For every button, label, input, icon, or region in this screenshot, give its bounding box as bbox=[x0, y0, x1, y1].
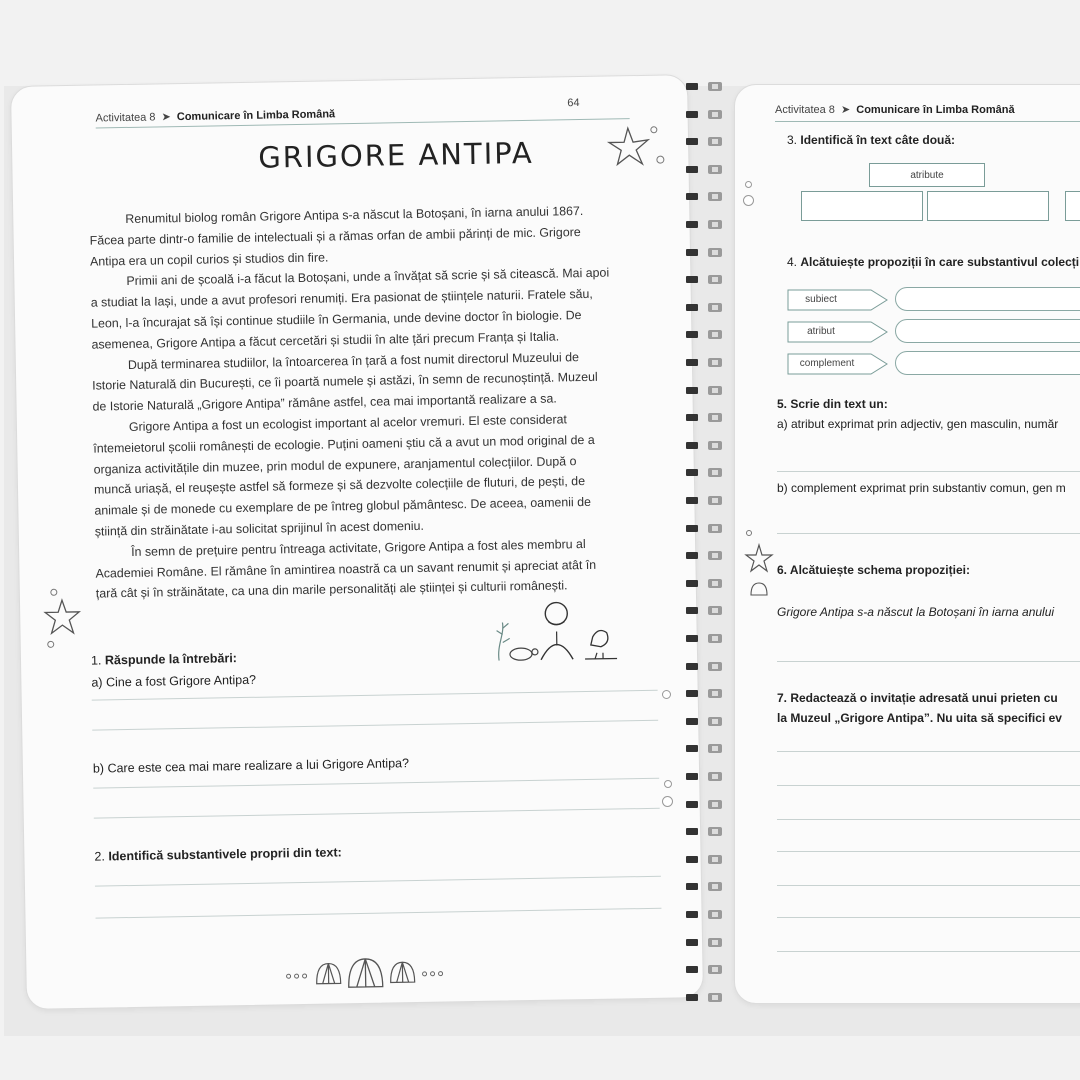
answer-pill[interactable] bbox=[895, 287, 1080, 311]
answer-line[interactable] bbox=[777, 917, 1080, 918]
header-arrow-icon: ➤ bbox=[840, 104, 851, 116]
spiral-ring bbox=[684, 411, 726, 425]
answer-line[interactable] bbox=[94, 808, 660, 819]
punch-hole bbox=[743, 195, 754, 206]
spiral-ring bbox=[684, 742, 726, 756]
answer-box[interactable] bbox=[801, 191, 923, 221]
question-2 bbox=[94, 845, 342, 863]
answer-box[interactable] bbox=[927, 191, 1049, 221]
answer-line[interactable] bbox=[777, 471, 1080, 472]
question-number: 4. bbox=[787, 255, 798, 269]
question-7-line2: la Muzeul „Grigore Antipa”. Nu uita să specifici ev bbox=[777, 711, 1062, 725]
spiral-ring bbox=[684, 798, 726, 812]
spiral-ring bbox=[684, 135, 726, 149]
answer-line[interactable] bbox=[777, 885, 1080, 886]
spiral-ring bbox=[684, 218, 726, 232]
paragraph: În semn de prețuire pentru întreaga activitate, Grigore Antipa a fost ales membru al Academiei Române. El rămâne în amintirea noastră ca un savant renumit și apreciat atât în țară cât și în străinătate, ca una din marile personalități ale științei și culturii românești. bbox=[95, 536, 597, 601]
answer-line[interactable] bbox=[777, 785, 1080, 786]
answer-line[interactable] bbox=[777, 951, 1080, 952]
question-3 bbox=[787, 133, 955, 147]
spiral-ring bbox=[684, 715, 726, 729]
article-text bbox=[89, 201, 616, 605]
spiral-ring bbox=[684, 991, 726, 1005]
tag-label: atribut bbox=[807, 326, 835, 337]
answer-line[interactable] bbox=[95, 876, 661, 887]
answer-line[interactable] bbox=[92, 720, 658, 731]
seashell-icon bbox=[282, 951, 453, 994]
answer-box[interactable] bbox=[1065, 191, 1080, 221]
answer-pill[interactable] bbox=[895, 351, 1080, 375]
right-page bbox=[734, 84, 1080, 1004]
spiral-ring bbox=[684, 936, 726, 950]
question-title: Răspunde la întrebări: bbox=[104, 651, 238, 668]
question-title: Identifică substantivele proprii din text: bbox=[108, 845, 342, 864]
question-number: 1. bbox=[90, 653, 102, 668]
question-5a: a) atribut exprimat prin adjectiv, gen masculin, număr bbox=[777, 417, 1059, 431]
header-arrow-icon: ➤ bbox=[161, 111, 171, 124]
tag-label: complement bbox=[799, 358, 855, 369]
question-1b: b) Care este cea mai mare realizare a lui Grigore Antipa? bbox=[92, 756, 410, 776]
spiral-ring bbox=[684, 356, 726, 370]
answer-line[interactable] bbox=[777, 751, 1080, 752]
spiral-ring bbox=[684, 328, 726, 342]
question-title: Identifică în text câte două: bbox=[800, 133, 956, 147]
starfish-icon bbox=[741, 529, 777, 603]
question-7-line1: 7. Redactează o invitație adresată unui prieten cu bbox=[777, 691, 1058, 705]
spiral-binding bbox=[684, 80, 726, 1020]
question-6-sentence: Grigore Antipa s-a născut la Botoșani în iarna anului bbox=[777, 605, 1055, 619]
punch-hole bbox=[662, 690, 671, 699]
spiral-ring bbox=[684, 632, 726, 646]
header-subject: Comunicare în Limba Română bbox=[176, 108, 336, 124]
question-5b: b) complement exprimat prin substantiv comun, gen m bbox=[777, 481, 1066, 495]
spiral-ring bbox=[684, 687, 726, 701]
spiral-ring bbox=[684, 604, 726, 618]
spiral-ring bbox=[684, 770, 726, 784]
box-label: atribute bbox=[910, 170, 944, 181]
header-activity: Activitatea 8 bbox=[95, 111, 156, 125]
starfish-icon bbox=[602, 120, 667, 175]
spiral-ring bbox=[684, 246, 726, 260]
portrait-illustration bbox=[490, 592, 621, 664]
punch-hole bbox=[662, 796, 673, 807]
atribute-box bbox=[869, 163, 985, 187]
answer-line[interactable] bbox=[777, 819, 1080, 820]
question-6: 6. Alcătuiește schema propoziției: bbox=[777, 563, 970, 577]
spiral-ring bbox=[684, 439, 726, 453]
answer-line[interactable] bbox=[96, 908, 662, 919]
spiral-ring bbox=[684, 577, 726, 591]
spiral-ring bbox=[684, 466, 726, 480]
spiral-ring bbox=[684, 494, 726, 508]
question-1 bbox=[91, 651, 237, 668]
answer-line[interactable] bbox=[93, 778, 659, 789]
question-title: Alcătuiește propoziții în care substantivul colecți bbox=[800, 255, 1080, 269]
paragraph: După terminarea studiilor, la întoarcerea în țară a fost numit directorul Muzeului de Istorie Naturală din București, ce îi poartă numele și astăzi, în semn de recunoștință. Muzeul de Istorie Naturală „Grigore Antipa” rămâne astfel, cea mai importantă realizare a sa. bbox=[92, 349, 598, 414]
spiral-ring bbox=[684, 190, 726, 204]
spiral-ring bbox=[684, 522, 726, 536]
spiral-ring bbox=[684, 908, 726, 922]
question-1a: a) Cine a fost Grigore Antipa? bbox=[91, 672, 257, 690]
paragraph: Grigore Antipa a fost un ecologist important al acelor vremuri. El este considerat întemeietorul școlii românești de ecologie. Puțini oameni știu că a avut un mod original de a organiza activitățile din muzee, prin modul de expunere, aranjamentul colecțiilor. După o muncă uriașă, el reușește astfel să formeze și să dezvolte colecțiile de fluturi, de pești, de animale și de monede cu exemplare de pe întreg globul pământesc. De aceea, oamenii de știință din străinătate i-au solicitat sprijinul în acest domeniu. bbox=[93, 412, 595, 539]
page-title: GRIGORE ANTIPA bbox=[257, 135, 534, 175]
spiral-ring bbox=[684, 853, 726, 867]
spiral-ring bbox=[684, 80, 726, 94]
question-number: 3. bbox=[787, 133, 798, 147]
spiral-ring bbox=[684, 384, 726, 398]
question-5: 5. Scrie din text un: bbox=[777, 397, 888, 411]
question-4 bbox=[787, 255, 1079, 269]
spiral-ring bbox=[684, 660, 726, 674]
page-header bbox=[775, 103, 1015, 116]
spiral-ring bbox=[684, 108, 726, 122]
answer-line[interactable] bbox=[777, 851, 1080, 852]
header-activity: Activitatea 8 bbox=[775, 104, 835, 116]
answer-line[interactable] bbox=[777, 533, 1080, 534]
spiral-ring bbox=[684, 549, 726, 563]
punch-hole bbox=[664, 780, 672, 788]
spiral-ring bbox=[684, 301, 726, 315]
starfish-icon bbox=[38, 586, 89, 651]
question-number: 2. bbox=[94, 849, 106, 864]
punch-hole bbox=[745, 181, 752, 188]
left-page bbox=[10, 74, 704, 1010]
page-header bbox=[95, 107, 335, 124]
header-subject: Comunicare în Limba Română bbox=[856, 104, 1015, 116]
answer-line[interactable] bbox=[777, 661, 1080, 662]
paragraph: Renumitul biolog român Grigore Antipa s-a născut la Botoșani, în iarna anului 1867. Făcea parte dintr-o familie de intelectuali și a rămas orfan de ambii părinți de mic. Grigore Antipa era un copil curios și studios din fire. bbox=[89, 204, 584, 269]
tag-label: subiect bbox=[805, 294, 837, 305]
spiral-ring bbox=[684, 825, 726, 839]
page-number: 64 bbox=[567, 97, 580, 110]
spiral-ring bbox=[684, 963, 726, 977]
spiral-ring bbox=[684, 163, 726, 177]
answer-line[interactable] bbox=[92, 690, 658, 701]
answer-pill[interactable] bbox=[895, 319, 1080, 343]
header-rule bbox=[775, 121, 1080, 122]
spiral-ring bbox=[684, 273, 726, 287]
paragraph: Primii ani de școală i-a făcut la Botoșani, unde a învățat să scrie și să citească. Mai apoi a studiat la Iași, unde a avut profesori renumiți. Era pasionat de științele naturii. Fratele său, Leon, l-a încurajat să își continue studiile în Germania, unde devine doctor în biologie. De asemenea, Grigore Antipa a făcut cercetări și studii în alte țări precum Franța și Italia. bbox=[90, 265, 610, 352]
spiral-ring bbox=[684, 880, 726, 894]
